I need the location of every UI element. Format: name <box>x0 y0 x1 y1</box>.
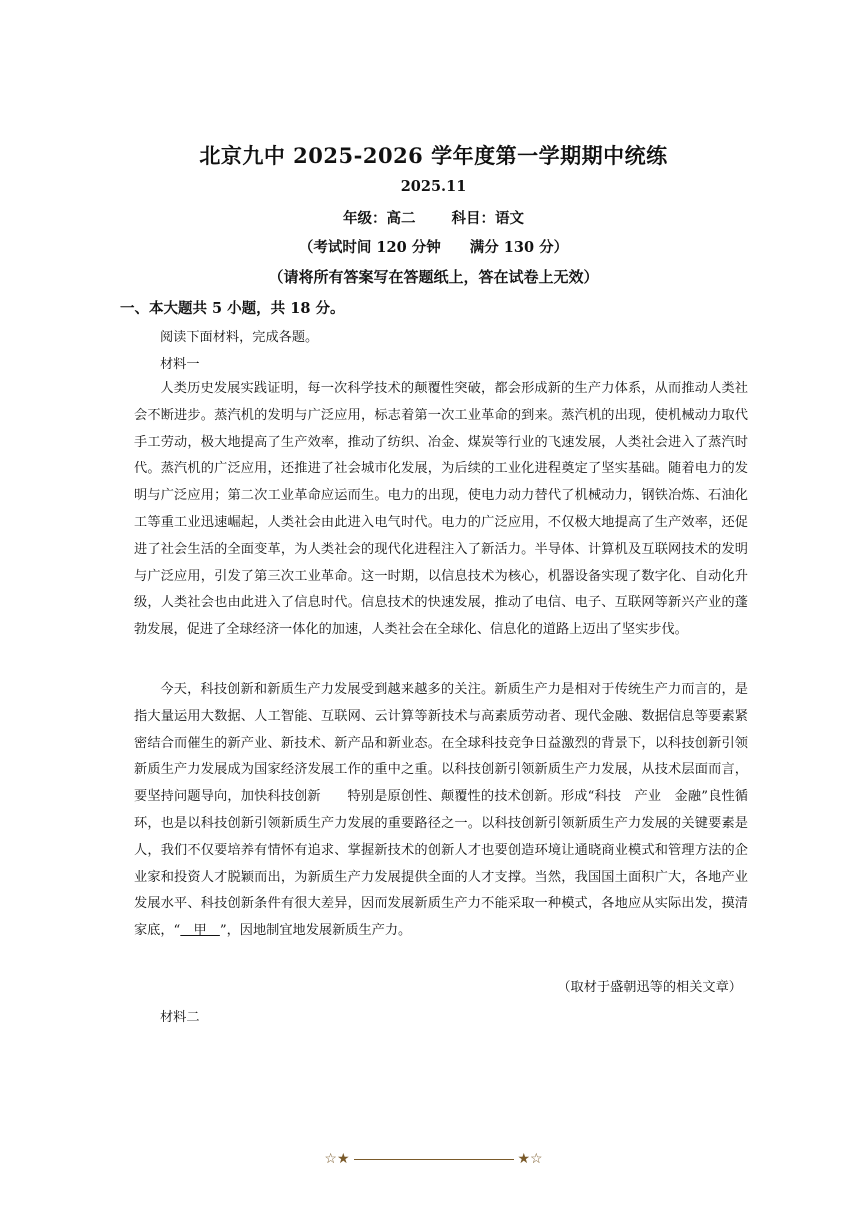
reading-instruction: 阅读下面材料，完成各题。 <box>160 330 319 345</box>
section-heading: 一、本大题共 5 小题，共 18 分。 <box>120 300 345 317</box>
grade-label: 年级：高二 <box>343 210 416 227</box>
page-footer <box>0 1151 867 1167</box>
exam-time: （考试时间 120 分钟 满分 130 分） <box>298 239 569 256</box>
exam-title: 北京九中 2025-2026 学年度第一学期期中统练 <box>199 143 668 168</box>
material1-paragraph1: 人类历史发展实践证明，每一次科学技术的颠覆性突破，都会形成新的生产力体系，从而推动人类社会不断进步。蒸汽机的发明与广泛应用，标志着第一次工业革命的到来。蒸汽机的出现，使机械动力取代手工劳动，极大地提高了生产效率，推动了纺织、冶金、煤炭等行业的飞速发展，人类社会进入了蒸汽时代。蒸汽机的广泛应用，还推进了社会城市化发展，为后续的工业化进程奠定了坚实基础。随着电力的发明与广泛应用；第二次工业革命应运而生。电力的出现，使电力动力替代了机械动力，钢铁冶炼、石油化工等重工业迅速崛起，人类社会由此进入电气时代。电力的广泛应用，不仅极大地提高了生产效率，还促进了社会生活的全面变革，为人类社会的现代化进程注入了新活力。半导体、计算机及互联网技术的发明与广泛应用，引发了第三次工业革命。这一时期，以信息技术为核心，机器设备实现了数字化、自动化升级，人类社会也由此进入了信息时代。信息技术的快速发展，推动了电信、电子、互联网等新兴产业的蓬勃发展，促进了全球经济一体化的加速，人类社会在全球化、信息化的道路上迈出了坚实步伐。 <box>134 381 748 638</box>
subject-label: 科目：语文 <box>451 210 524 227</box>
footer-rule <box>354 1159 514 1160</box>
material1-label: 材料一 <box>160 357 200 372</box>
material2-label: 材料二 <box>160 1010 200 1025</box>
answer-notice: （请将所有答案写在答题纸上，答在试卷上无效） <box>268 268 599 286</box>
footer-stars-right-icon: ★☆ <box>517 1151 543 1167</box>
exam-meta <box>0 207 867 228</box>
footer-stars-left-icon: ☆★ <box>324 1151 350 1167</box>
exam-date: 2025.11 <box>400 178 467 195</box>
material1-paragraph2 <box>134 677 748 945</box>
paragraph2-text-b: ”，因地制宜地发展新质生产力。 <box>219 923 412 939</box>
source-citation: （取材于盛朝迅等的相关文章） <box>557 980 742 995</box>
paragraph2-text-a: 今天，科技创新和新质生产力发展受到越来越多的关注。新质生产力是相对于传统生产力而言的，是指大量运用大数据、人工智能、互联网、云计算等新技术与高素质劳动者、现代金融、数据信息等要素紧密结合而催生的新产业、新技术、新产品和新业态。在全球科技竞争日益激烈的背景下，以科技创新引领新质生产力发展成为国家经济发展工作的重中之重。以科技创新引领新质生产力发展，从技术层面而言，要坚持问题导向，加快科技创新 特别是原创性、颠覆性的技术创新。形成“科技 产业 金融”良性循环，也是以科技创新引领新质生产力发展的重要路径之一。以科技创新引领新质生产力发展的关键要素是人，我们不仅要培养有情怀有追求、掌握新技术的创新人才也要创造环境让通晓商业模式和管理方法的企业家和投资人才脱颖而出，为新质生产力发展提供全面的人才支撑。当然，我国国土面积广大，各地产业发展水平、科技创新条件有很大差异，因而发展新质生产力不能采取一种模式，各地应从实际出发，摸清家底，“ <box>134 682 748 939</box>
blank-jia: 甲 <box>180 923 220 939</box>
